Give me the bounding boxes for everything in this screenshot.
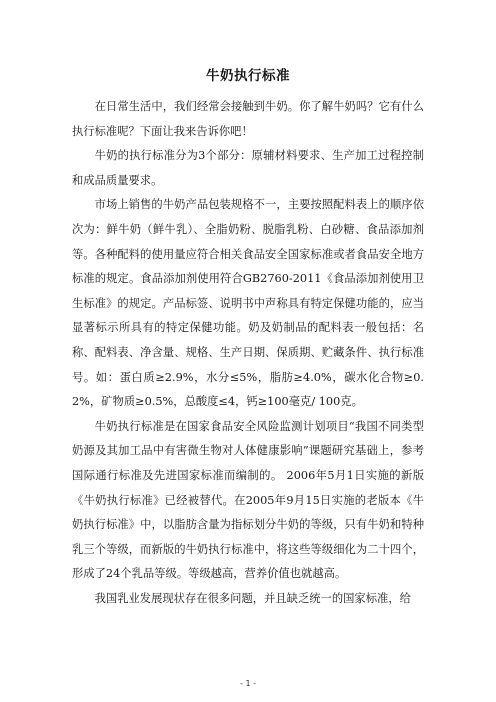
page-number: - 1 - bbox=[240, 679, 256, 688]
document-body bbox=[72, 95, 424, 611]
paragraph-standard-history: 牛奶执行标准是在国家食品安全风险监测计划项目“我国不同类型奶源及其加工品中有害微生物对人体健康影响”课题研究基础上，参考国际通行标准及先进国家标准而编制的。 2006年5月1日实施的新版《牛奶执行标准》已经被替代。在2005年9月15日实施的老版本《牛奶执行标准》中，以脂肪含量为指标划分牛奶的等级，只有牛奶和特种乳三个等级，而新版的牛奶执行标准中，将这些等级细化为二十四个，形成了24个乳品等级。等级越高，营养价值也就越高。 bbox=[72, 419, 424, 581]
paragraph-standard-parts: 牛奶的执行标准分为3个部分：原辅材料要求、生产加工过程控制和成品质量要求。 bbox=[72, 149, 424, 187]
paragraph-intro: 在日常生活中，我们经常会接触到牛奶。你了解牛奶吗？它有什么执行标准呢？下面让我来告诉你吧！ bbox=[72, 100, 424, 138]
paragraph-industry-status: 我国乳业发展现状存在很多问题，并且缺乏统一的国家标准，给 bbox=[94, 591, 411, 605]
paragraph-ingredients: 市场上销售的牛奶产品包装规格不一，主要按照配料表上的顺序依次为：鲜牛奶（鲜牛乳）、全脂奶粉、脱脂乳粉、白砂糖、食品添加剂等。各种配料的使用量应符合相关食品安全国家标准或者食品安全地方标准的规定。食品添加剂使用符合GB2760-2011《食品添加剂使用卫生标准》的规定。产品标签、说明书中声称具有特定保健功能的，应当显著标示所具有的特定保健功能。奶及奶制品的配料表一般包括：名称、配料表、净含量、规格、生产日期、保质期、贮藏条件、执行标准号。如：蛋白质≥2.9%，水分≤5%，脂肪≥4.0%，碳水化合物≥0.2%，矿物质≥0.5%，总酸度≤4，钙≥100毫克/ 100克。 bbox=[72, 198, 424, 409]
document-title: 牛奶执行标准 bbox=[206, 68, 290, 84]
